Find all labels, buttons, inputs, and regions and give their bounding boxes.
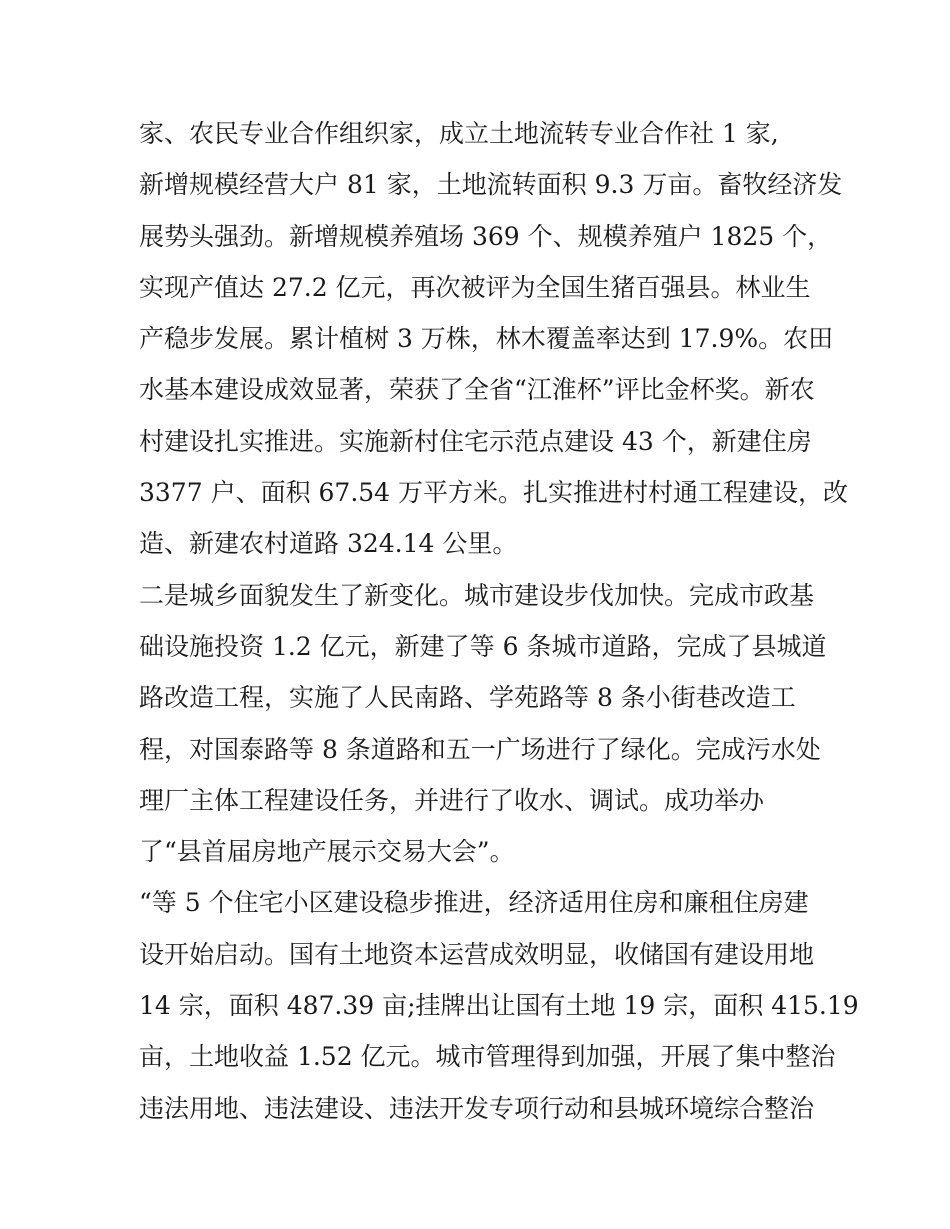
text-line: 设开始启动。国有土地资本运营成效明显，收储国有建设用地 <box>139 939 815 969</box>
text-line: 水基本建设成效显著，荣获了全省“江淮杯”评比金杯奖。新农 <box>139 375 815 405</box>
text-line: 理厂主体工程建设任务，并进行了收水、调试。成功举办 <box>139 785 765 815</box>
text-line: 产稳步发展。累计植树 3 万株，林木覆盖率达到 17.9%。农田 <box>139 324 834 354</box>
text-line: 了“县首届房地产展示交易大会”。 <box>139 837 515 867</box>
text-line: 村建设扎实推进。实施新村住宅示范点建设 43 个，新建住房 <box>139 426 812 456</box>
paragraph-start-line: 二是城乡面貌发生了新变化。城市建设步伐加快。完成市政基 <box>139 580 815 610</box>
text-line: 造、新建农村道路 324.14 公里。 <box>139 529 518 559</box>
text-line: 3377 户、面积 67.54 万平方米。扎实推进村村通工程建设，改 <box>139 478 849 508</box>
text-line: 展势头强劲。新增规模养殖场 369 个、规模养殖户 1825 个， <box>139 221 833 251</box>
text-line: 础设施投资 1.2 亿元，新建了等 6 条城市道路，完成了县城道 <box>139 631 827 661</box>
text-line: 程，对国泰路等 8 条道路和五一广场进行了绿化。完成污水处 <box>139 734 821 764</box>
text-line: 亩，土地收益 1.52 亿元。城市管理得到加强，开展了集中整治 <box>139 1042 836 1072</box>
paragraph-start-line: “等 5 个住宅小区建设稳步推进，经济适用住房和廉租住房建 <box>139 888 809 918</box>
text-line: 新增规模经营大户 81 家，土地流转面积 9.3 万亩。畜牧经济发 <box>139 170 843 200</box>
text-line: 家、农民专业合作组织家，成立土地流转专业合作社 1 家, <box>139 119 779 148</box>
text-line: 违法用地、违法建设、违法开发专项行动和县城环境综合整治 <box>139 1093 815 1123</box>
body-text <box>139 108 859 1134</box>
text-line: 路改造工程，实施了人民南路、学苑路等 8 条小街巷改造工 <box>139 683 796 713</box>
text-line: 实现产值达 27.2 亿元，再次被评为全国生猪百强县。林业生 <box>139 272 811 302</box>
text-line: 14 宗，面积 487.39 亩;挂牌出让国有土地 19 宗，面积 415.19 <box>139 991 859 1021</box>
